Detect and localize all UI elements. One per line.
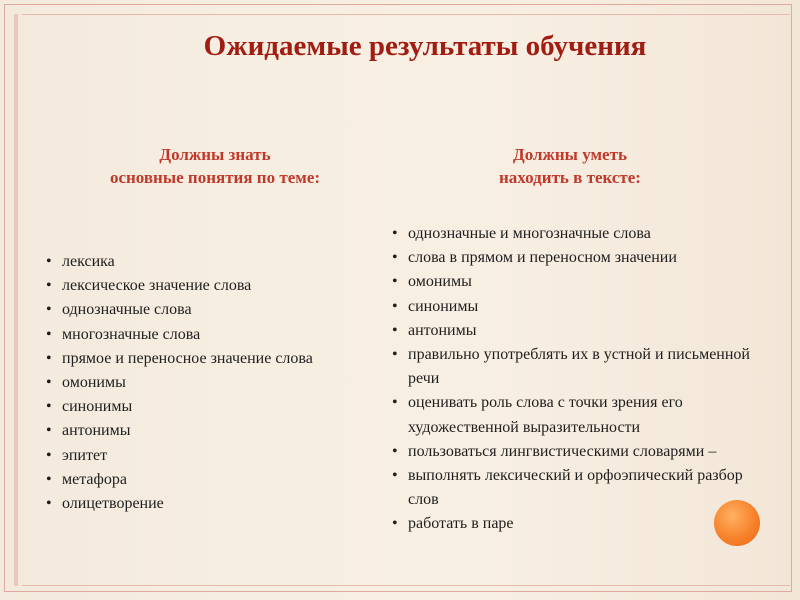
left-heading-line1: Должны знать	[159, 145, 271, 164]
list-item: • пользоваться лингвистическими словарями –	[390, 440, 760, 464]
list-item: • прямое и переносное значение слова	[44, 347, 344, 371]
list-item: • лексика	[44, 250, 344, 274]
skills-list	[390, 222, 760, 537]
slide-title: Ожидаемые результаты обучения	[203, 30, 647, 62]
right-heading-line2: находить в тексте:	[499, 168, 641, 187]
list-item: • лексическое значение слова	[44, 274, 344, 298]
list-item: • правильно употреблять их в устной и письменной речи	[390, 343, 760, 391]
list-item: • эпитет	[44, 444, 344, 468]
list-item: • однозначные и многозначные слова	[390, 222, 760, 246]
list-item: • синонимы	[44, 395, 344, 419]
list-item: • антонимы	[390, 319, 760, 343]
list-item: • антонимы	[44, 419, 344, 443]
decorative-circle	[714, 500, 760, 546]
list-item: • омонимы	[390, 270, 760, 294]
list-item: • синонимы	[390, 295, 760, 319]
right-column-heading	[420, 143, 720, 189]
list-item: • метафора	[44, 468, 344, 492]
list-item: • омонимы	[44, 371, 344, 395]
list-item: • выполнять лексический и орфоэпический разбор слов	[390, 464, 760, 512]
decorative-band	[14, 14, 18, 586]
list-item: • слова в прямом и переносном значении	[390, 246, 760, 270]
right-heading-line1: Должны уметь	[513, 145, 627, 164]
list-item: • олицетворение	[44, 492, 344, 516]
list-item: • многозначные слова	[44, 323, 344, 347]
list-item: • работать в паре	[390, 512, 760, 536]
knowledge-list	[44, 250, 344, 516]
list-item: • однозначные слова	[44, 298, 344, 322]
list-item: • оценивать роль слова с точки зрения его художественной выразительности	[390, 391, 760, 439]
left-heading-line2: основные понятия по теме:	[109, 168, 321, 187]
left-column-heading	[70, 143, 360, 189]
